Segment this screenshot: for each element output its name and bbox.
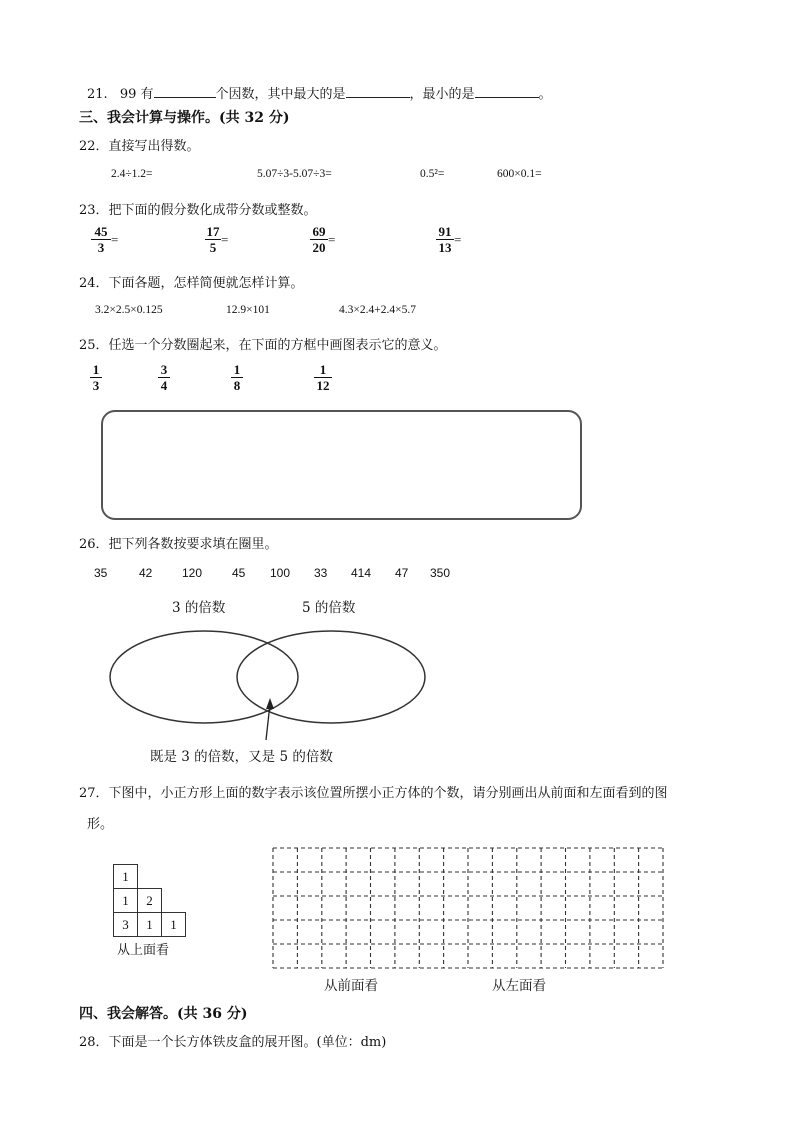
q25-fraction-3[interactable] [231, 363, 243, 392]
q22-item-1: 2.4÷1.2= [111, 168, 153, 180]
question-21 [87, 83, 552, 102]
caption-top-view: 从上面看 [117, 943, 170, 958]
equals-sign: = [111, 232, 119, 247]
q21-part-a: 99 有 [119, 87, 154, 102]
numerator: 1 [319, 362, 327, 377]
caption-front-view: 从前面看 [324, 978, 378, 994]
question-24: 24．下面各题，怎样简便就怎样计算。 [79, 276, 304, 291]
grid-cell: 1 [137, 912, 162, 937]
q21-blank-count[interactable] [154, 84, 216, 98]
q24-item-1: 3.2×2.5×0.125 [95, 304, 163, 316]
question-25: 25．任选一个分数圈起来，在下面的方框中画图表示它的意义。 [79, 338, 447, 353]
q21-blank-max[interactable] [346, 84, 410, 98]
numerator: 45 [94, 224, 108, 239]
question-28: 28．下面是一个长方体铁皮盒的展开图。(单位：dm) [79, 1035, 387, 1050]
q22-item-4: 600×0.1= [497, 168, 542, 180]
equals-sign: = [454, 232, 462, 247]
q25-drawing-box[interactable] [101, 410, 582, 520]
q26-number: 120 [182, 566, 203, 580]
arrow-head [266, 698, 274, 709]
q21-part-b: 个因数，其中最大的是 [215, 87, 346, 102]
q21-blank-min[interactable] [475, 84, 539, 98]
numerator: 3 [160, 362, 168, 377]
numerator: 91 [438, 224, 452, 239]
denominator: 20 [312, 240, 326, 255]
q21-part-d: 。 [538, 87, 552, 102]
dashed-drawing-grid[interactable] [272, 846, 666, 970]
q26-number: 45 [232, 566, 246, 580]
q26-number: 47 [395, 566, 409, 580]
denominator: 13 [438, 240, 452, 255]
denominator: 8 [233, 378, 241, 393]
q23-fraction-1 [91, 224, 119, 255]
numerator: 17 [206, 224, 220, 239]
q26-number: 100 [270, 566, 291, 580]
q25-fraction-1[interactable] [90, 363, 102, 392]
section-4-heading: 四、我会解答。(共 36 分) [79, 1006, 248, 1022]
venn-label-multiples-of-5: 5 的倍数 [302, 600, 356, 616]
equals-sign: = [328, 232, 336, 247]
denominator: 4 [160, 378, 168, 393]
q22-item-2: 5.07÷3-5.07÷3= [257, 168, 332, 180]
venn-label-intersection: 既是 3 的倍数，又是 5 的倍数 [150, 749, 333, 765]
q21-number: 21. [87, 87, 108, 102]
q23-fraction-4 [436, 224, 462, 255]
denominator: 5 [209, 240, 217, 255]
question-27-line2: 形。 [87, 817, 114, 832]
arrow-line [266, 704, 270, 740]
denominator: 12 [316, 378, 330, 393]
q22-item-3: 0.5²= [420, 168, 445, 180]
q26-number: 42 [139, 566, 153, 580]
q26-number: 414 [351, 566, 372, 580]
q26-number: 350 [430, 566, 451, 580]
question-23: 23．把下面的假分数化成带分数或整数。 [79, 203, 317, 218]
venn-circle-right[interactable] [237, 631, 425, 723]
question-26: 26．把下列各数按要求填在圈里。 [79, 537, 278, 552]
q24-item-2: 12.9×101 [226, 304, 270, 316]
q25-fraction-2[interactable] [158, 363, 170, 392]
q24-item-3: 4.3×2.4+2.4×5.7 [339, 304, 416, 316]
grid-cell: 1 [161, 912, 186, 937]
venn-label-multiples-of-3: 3 的倍数 [172, 600, 226, 616]
section-3-heading: 三、我会计算与操作。(共 32 分) [79, 110, 290, 126]
q26-number: 35 [94, 566, 108, 580]
denominator: 3 [92, 378, 100, 393]
q26-number: 33 [314, 566, 328, 580]
grid-cell: 2 [137, 888, 162, 913]
q25-fraction-4[interactable] [314, 363, 332, 392]
grid-cell: 1 [113, 888, 138, 913]
denominator: 3 [97, 240, 105, 255]
equals-sign: = [221, 232, 229, 247]
caption-left-view: 从左面看 [492, 978, 546, 994]
grid-cell: 3 [113, 912, 138, 937]
q23-fraction-3 [310, 224, 336, 255]
numerator: 1 [233, 362, 241, 377]
q23-fraction-2 [205, 224, 229, 255]
question-22: 22．直接写出得数。 [79, 139, 200, 154]
q21-part-c: ，最小的是 [409, 87, 475, 102]
question-27-line1: 27．下图中，小正方形上面的数字表示该位置所摆小正方体的个数，请分别画出从前面和左面看到的图 [79, 786, 668, 801]
numerator: 69 [312, 224, 326, 239]
numerator: 1 [92, 362, 100, 377]
grid-cell: 1 [113, 864, 138, 889]
